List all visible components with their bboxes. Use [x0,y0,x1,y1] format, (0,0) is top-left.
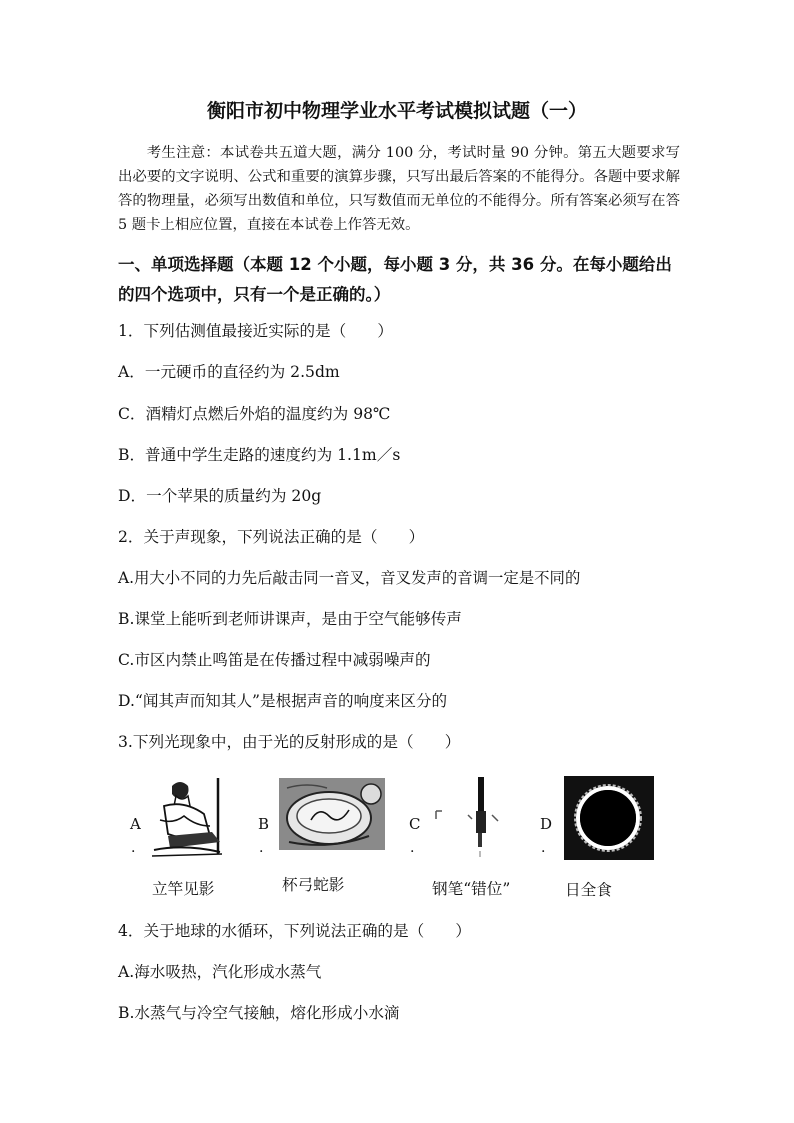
q4-option-b: B.水蒸气与冷空气接触，熔化形成小水滴 [118,1004,400,1022]
q1-option-b: B．普通中学生走路的速度约为 1.1m／s [118,446,401,464]
figure-pen-displacement [428,775,508,861]
q1-option-a: A．一元硬币的直径约为 2.5dm [118,363,340,381]
q3-dot-c: . [410,840,415,856]
q2-option-b: B.课堂上能听到老师讲课声，是由于空气能够传声 [118,610,462,628]
q3-letter-d: D [540,815,553,833]
q1-option-d: D．一个苹果的质量约为 20g [118,487,322,505]
figure-solar-eclipse [564,776,654,860]
figure-cup-bow [279,778,385,850]
q3-stem: 3.下列光现象中，由于光的反射形成的是（ ） [118,733,461,751]
q4-stem: 4．关于地球的水循环，下列说法正确的是（ ） [118,922,471,940]
q1-stem: 1．下列估测值最接近实际的是（ ） [118,322,394,340]
q3-letter-b: B [258,815,270,833]
q3-letter-c: C [409,815,421,833]
q1-option-c: C．酒精灯点燃后外焰的温度约为 98℃ [118,405,391,423]
q3-dot-b: . [259,840,264,856]
section-heading-1: 一、单项选择题（本题 12 个小题，每小题 3 分，共 36 分。在每小题给出的四个选项中，只有一个是正确的。） [118,255,672,304]
q4-option-a: A.海水吸热，汽化形成水蒸气 [118,963,322,981]
q3-caption-b: 杯弓蛇影 [282,876,345,894]
q3-caption-a: 立竿见影 [152,880,215,898]
q2-option-d: D.“闻其声而知其人”是根据声音的响度来区分的 [118,692,448,710]
exam-notice: 考生注意：本试卷共五道大题，满分 100 分，考试时量 90 分钟。第五大题要求写出必要的文字说明、公式和重要的演算步骤，只写出最后答案的不能得分。各题中要求解答的物理量，必须写出数值和单位，只写数值而无单位的不能得分。所有答案必须写在答 5 题卡上相应位置，直接在本试卷上作答无效。 [118,145,680,233]
q2-option-c: C.市区内禁止鸣笛是在传播过程中减弱噪声的 [118,651,431,669]
exam-title: 衡阳市初中物理学业水平考试模拟试题（一） [206,100,587,122]
q3-caption-d: 日全食 [565,881,612,899]
figure-pole-shadow [150,776,226,860]
q2-stem: 2．关于声现象，下列说法正确的是（ ） [118,528,425,546]
q3-dot-d: . [541,840,546,856]
q3-caption-c: 钢笔“错位” [432,880,511,898]
q2-option-a: A.用大小不同的力先后敲击同一音叉，音叉发声的音调一定是不同的 [118,569,581,587]
q3-dot-a: . [131,840,136,856]
q3-letter-a: A [130,815,141,833]
